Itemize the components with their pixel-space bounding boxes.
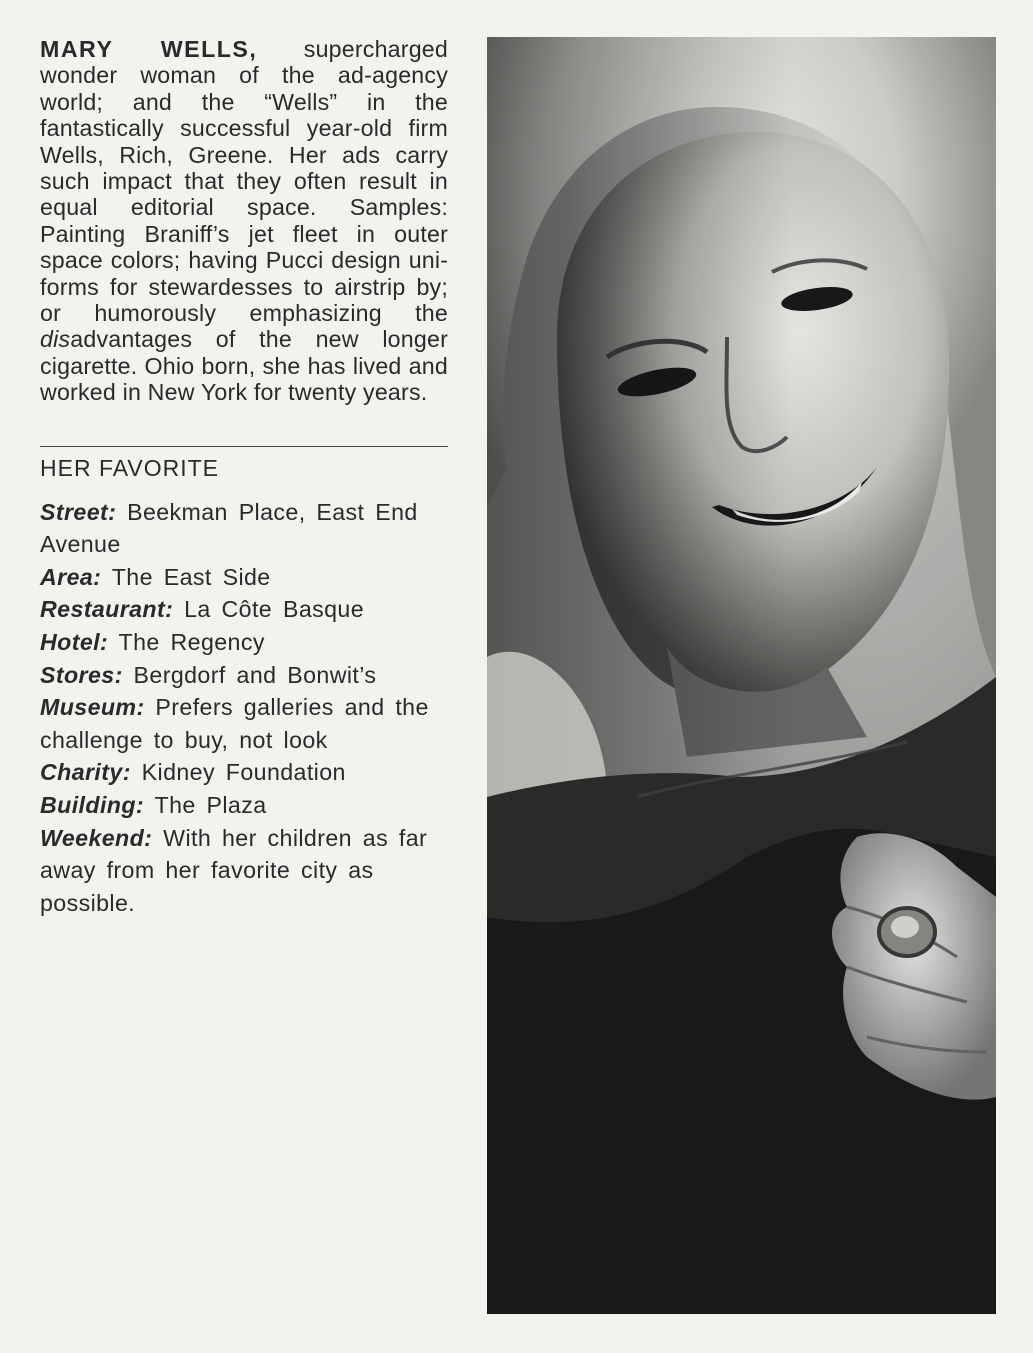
favorites-list [40,496,448,920]
photo-grain [487,37,996,1314]
section-divider [40,446,448,447]
favorite-label: Museum: [40,694,145,721]
text-column [40,36,448,919]
subject-name: MARY WELLS, [40,36,258,62]
favorite-value: Bergdorf and Bonwit’s [133,661,377,688]
favorite-item [40,496,448,561]
favorite-value: Kidney Foundation [141,759,346,786]
bio-text-part-1: supercharged wonder woman of the ad-agency world; and the “Wells” in the fantastically successful year-old firm Wells, Rich, Greene. Her ads carry such impact that they often result in equal editorial space. Samples: Painting Braniff’s jet fleet in outer space colors; having Pucci design uniforms for stewardesses to airstrip by; or humorously emphasizing the [40,36,448,327]
favorite-value: With her children as far away from her favorite city as possible. [40,824,428,916]
favorite-value: The Regency [118,629,265,656]
favorite-label: Charity: [40,759,131,786]
favorite-value: The East Side [111,563,271,590]
favorite-value: Prefers galleries and the challenge to buy, not look [40,694,429,753]
favorites-heading: HER FAVORITE [40,454,219,481]
favorite-item [40,789,448,822]
portrait-illustration [487,37,996,1314]
favorite-value: Beekman Place, East End Avenue [40,498,418,558]
favorite-item [40,659,448,692]
favorite-label: Building: [40,792,145,819]
favorite-label: Street: [40,498,117,525]
favorite-item [40,561,448,594]
favorite-item [40,691,448,756]
favorite-item [40,626,448,659]
favorite-value: The Plaza [154,792,267,819]
favorite-label: Hotel: [40,629,109,656]
portrait-photo [487,37,996,1314]
favorite-item [40,822,448,920]
favorite-item [40,756,448,789]
favorite-label: Area: [40,563,102,590]
favorite-item [40,593,448,626]
favorite-label: Weekend: [40,824,153,851]
bio-text-part-2: advantages of the new longer cigarette. Ohio born, she has lived and worked in New York for twenty years. [40,326,448,406]
favorite-label: Stores: [40,661,123,688]
favorite-value: La Côte Basque [184,596,364,623]
bio-paragraph [40,36,448,406]
bio-emphasis: dis [40,326,71,353]
favorite-label: Restaurant: [40,596,174,623]
